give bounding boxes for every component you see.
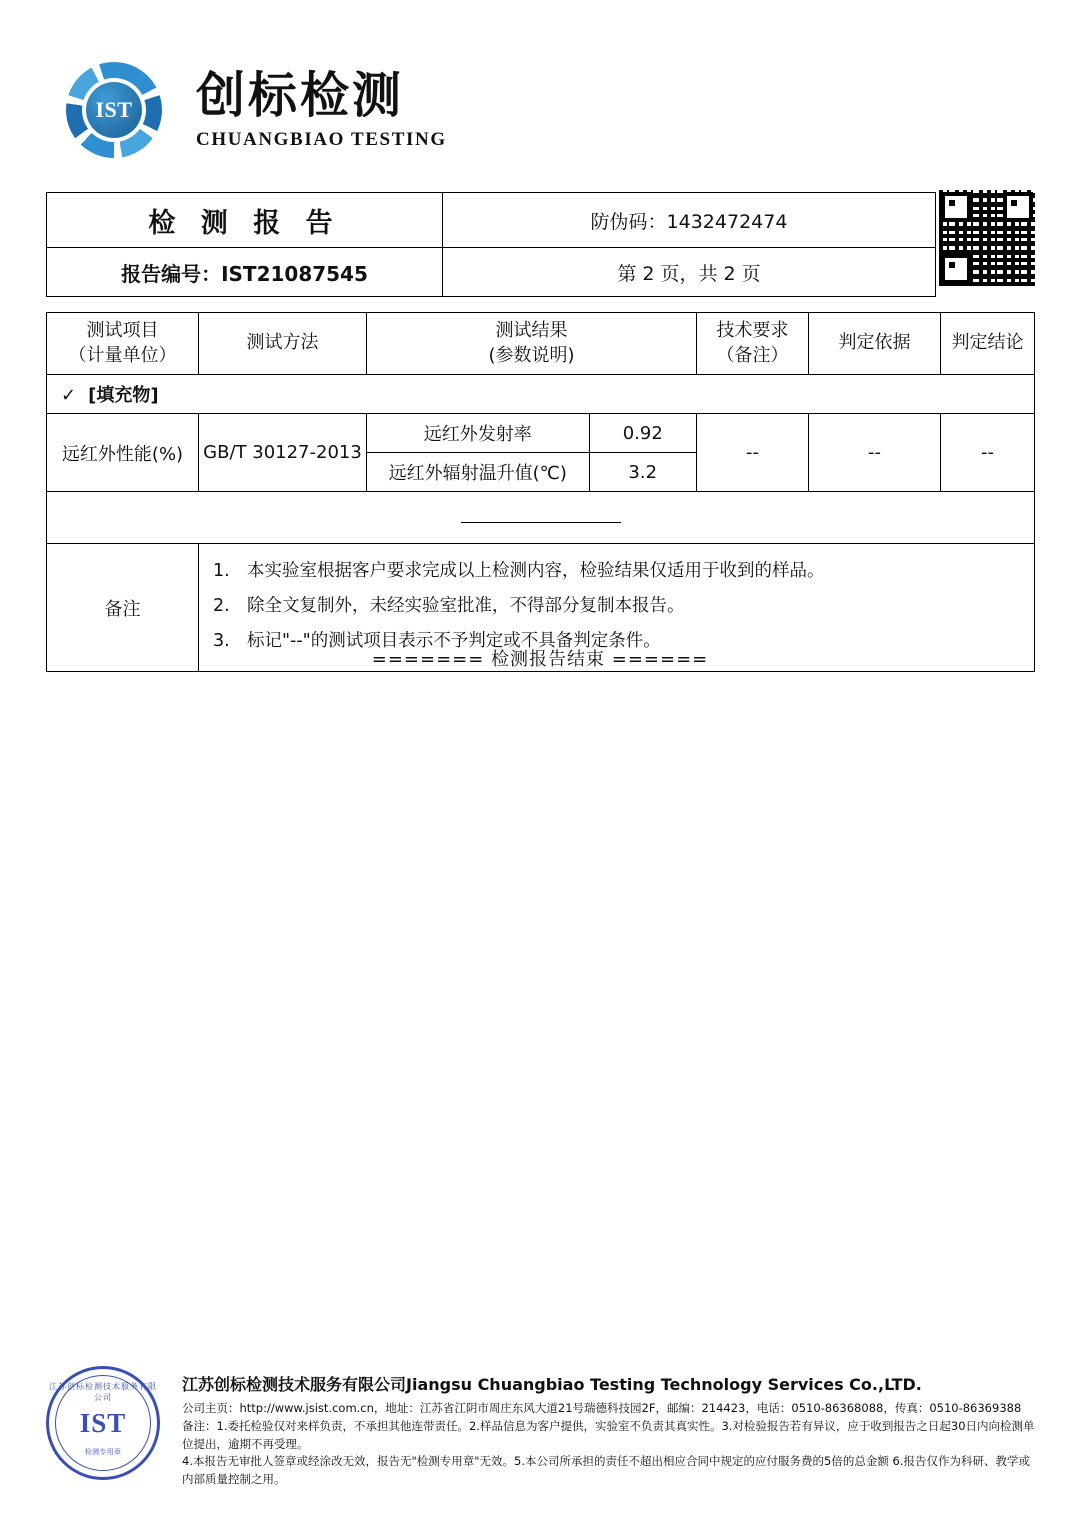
seal-subtitle: 检测专用章 <box>84 1449 122 1456</box>
page-info: 第 2 页，共 2 页 <box>617 262 761 285</box>
report-title-block <box>46 192 936 297</box>
result-sub-row <box>367 414 696 453</box>
check-icon: ✓ <box>61 385 77 406</box>
result-sub-row <box>367 453 696 492</box>
header-tech-line2: （备注） <box>716 344 789 366</box>
cell-test-method: GB/T 30127-2013 <box>199 414 367 492</box>
header-result <box>367 313 697 375</box>
cell-test-result <box>367 414 697 492</box>
anti-fake-code: 防伪码：1432472474 <box>590 210 788 233</box>
cell-basis: -- <box>809 414 941 492</box>
brand-block <box>196 69 447 151</box>
header-item-line1: 测试项目 <box>86 320 159 342</box>
title-row-top <box>47 193 935 247</box>
header-method: 测试方法 <box>199 313 367 375</box>
result-param-value: 0.92 <box>622 422 663 444</box>
results-table <box>46 312 1035 672</box>
header-tech-line1: 技术要求 <box>716 320 789 342</box>
cell-test-item: 远红外性能(%) <box>47 414 199 492</box>
header-item <box>47 313 199 375</box>
page-info-cell <box>443 248 935 296</box>
company-seal-icon <box>46 1366 160 1480</box>
separator-line <box>461 512 621 523</box>
header-basis: 判定依据 <box>809 313 941 375</box>
blank-cell <box>47 492 1035 544</box>
report-footer <box>46 1372 1036 1489</box>
header-conclusion: 判定结论 <box>941 313 1035 375</box>
header-tech-requirement <box>697 313 809 375</box>
report-number: 报告编号：IST21087545 <box>121 261 368 286</box>
cell-tech-requirement: -- <box>697 414 809 492</box>
header-item-line2: （计量单位） <box>68 344 177 366</box>
footer-disclaimer-line-2: 4.本报告无审批人签章或经涂改无效，报告无"检测专用章"无效。5.本公司所承担的责任不超出相应合同中规定的应付服务费的5倍的总金额 6.报告仅作为科研、教学或内部质量控制之用。 <box>182 1454 1030 1487</box>
result-sub-table <box>367 414 696 491</box>
section-row-filling <box>47 375 1035 414</box>
brand-name-en: CHUANGBIAO TESTING <box>196 128 447 150</box>
report-header <box>66 62 447 158</box>
notes-label: 备注 <box>47 544 199 672</box>
logo-initials: IST <box>86 82 142 138</box>
footer-company-name: 江苏创标检测技术服务有限公司Jiangsu Chuangbiao Testing Technology Services Co.,LTD. <box>182 1375 922 1394</box>
result-param-name: 远红外辐射温升值(℃) <box>367 453 589 492</box>
title-row-bottom <box>47 247 935 296</box>
footer-text-block <box>182 1372 1036 1489</box>
report-number-cell <box>47 248 443 296</box>
report-end-mark: ======= 检测报告结束 ====== <box>371 649 709 670</box>
note-item <box>213 554 1024 589</box>
seal-initials: IST <box>79 1407 127 1438</box>
note-item <box>213 589 1024 624</box>
anti-fake-cell <box>443 193 935 247</box>
seal-arc-text: 江苏创标检测技术服务有限公司 <box>49 1382 157 1402</box>
footer-contact-line: 公司主页：http://www.jsist.com.cn，地址：江苏省江阴市周庄东风大道21号瑞德科技园2F，邮编：214423，电话：0510-86368088，传真：0510-86369388 <box>182 1401 1022 1415</box>
company-logo-icon <box>66 62 162 158</box>
note-number: 2. <box>213 596 230 616</box>
header-result-line2: (参数说明) <box>488 344 575 366</box>
header-result-line1: 测试结果 <box>495 320 568 342</box>
section-cell <box>47 375 1035 414</box>
section-label: [填充物] <box>88 385 159 406</box>
note-text: 除全文复制外，未经实验室批准，不得部分复制本报告。 <box>247 596 685 616</box>
table-header-row <box>47 313 1035 375</box>
brand-name-cn: 创标检测 <box>196 67 405 125</box>
report-title-cell <box>47 193 443 247</box>
qr-code-icon <box>938 189 1036 287</box>
result-param-value: 3.2 <box>589 453 696 492</box>
report-title: 检 测 报 告 <box>148 207 341 239</box>
table-row <box>47 414 1035 492</box>
note-text: 标记"--"的测试项目表示不予判定或不具备判定条件。 <box>247 631 661 651</box>
result-param-name: 远红外发射率 <box>367 414 589 453</box>
note-number: 3. <box>213 631 230 651</box>
cell-conclusion: -- <box>941 414 1035 492</box>
note-number: 1. <box>213 561 230 581</box>
note-text: 本实验室根据客户要求完成以上检测内容，检验结果仅适用于收到的样品。 <box>247 561 825 581</box>
footer-disclaimer-line-1: 备注：1.委托检验仅对来样负责，不承担其他连带责任。2.样品信息为客户提供，实验室不负责其真实性。3.对检验报告若有异议，应于收到报告之日起30日内向检测单位提出，逾期不再受理。 <box>182 1418 1035 1451</box>
table-blank-row <box>47 492 1035 544</box>
